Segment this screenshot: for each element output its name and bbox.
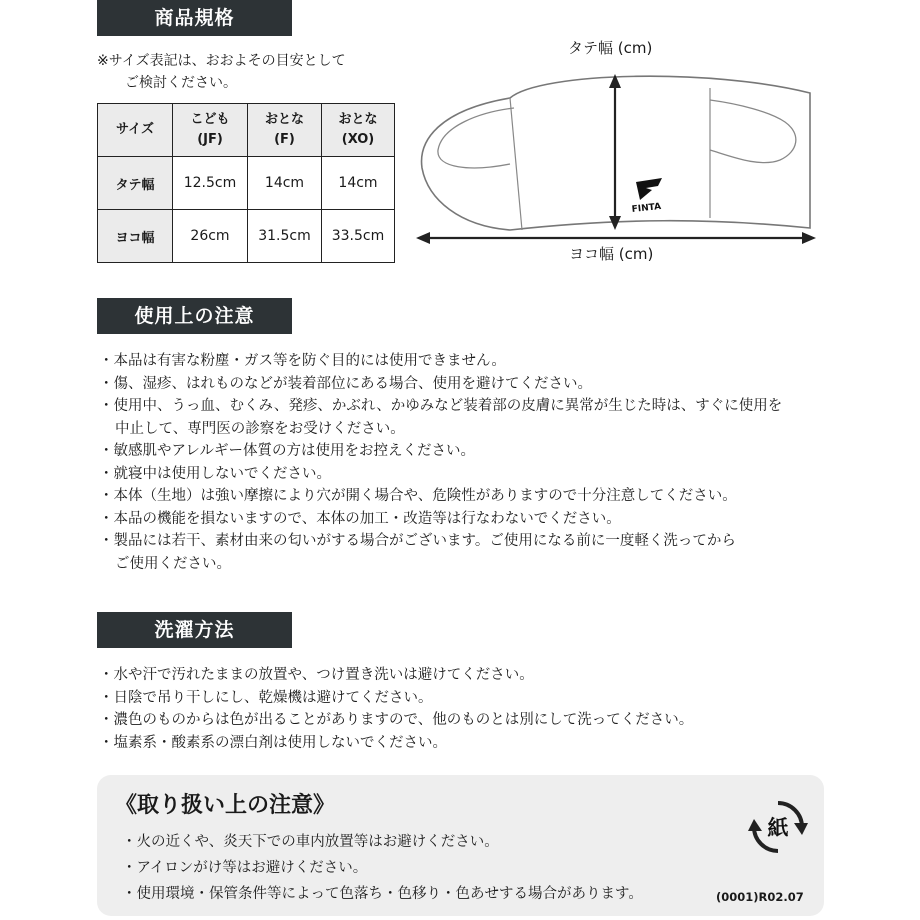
height-arrow-bottom xyxy=(609,216,621,230)
usage-list xyxy=(99,350,782,575)
handling-item: ・使用環境・保管条件等によって色落ち・色移り・色あせする場合があります。 xyxy=(122,886,643,902)
height-jf: 12.5cm xyxy=(173,157,248,210)
size-col-f-line2: (F) xyxy=(274,132,295,147)
usage-item xyxy=(99,373,782,396)
usage-item-continuation: 中止して、専門医の診察をお受けください。 xyxy=(115,420,405,437)
size-table-row-width xyxy=(98,210,395,263)
product-code: (0001)R02.07 xyxy=(716,890,804,904)
usage-item xyxy=(99,463,782,486)
wash-heading: 洗濯方法 xyxy=(97,612,292,648)
size-col-jf xyxy=(173,104,248,157)
width-arrow-right xyxy=(802,232,816,244)
usage-item xyxy=(99,440,782,463)
size-col-f-line1: おとな xyxy=(264,112,304,127)
handling-item: ・火の近くや、炎天下での車内放置等はお避けください。 xyxy=(122,834,499,850)
recycle-arrow-bottom xyxy=(748,819,762,831)
size-note-line2: ご検討ください。 xyxy=(125,75,237,91)
wash-item: ・濃色のものからは色が出ることがありますので、他のものとは別にして洗ってください。 xyxy=(99,712,694,728)
usage-item-text: ・敏感肌やアレルギー体質の方は使用をお控えください。 xyxy=(99,443,476,459)
size-col-jf-line2: (JF) xyxy=(197,132,223,147)
wash-item: ・水や汗で汚れたままの放置や、つけ置き洗いは避けてください。 xyxy=(99,667,534,683)
height-f: 14cm xyxy=(248,157,322,210)
size-col-jf-line1: こども xyxy=(190,112,230,127)
wash-list xyxy=(99,664,693,754)
spec-heading: 商品規格 xyxy=(97,0,292,36)
size-col-f xyxy=(248,104,322,157)
wash-item: ・塩素系・酸素系の漂白剤は使用しないでください。 xyxy=(99,734,447,751)
height-xo: 14cm xyxy=(322,157,395,210)
width-jf: 26cm xyxy=(173,210,248,263)
width-xo: 33.5cm xyxy=(322,210,395,263)
handling-item: ・アイロンがけ等はお避けください。 xyxy=(122,860,368,876)
usage-item-text: ・本体（生地）は強い摩擦により穴が開く場合や、危険性がありますので十分注意してください。 xyxy=(99,488,737,504)
width-arrow-left xyxy=(416,232,430,244)
row-label-height: タテ幅 xyxy=(98,157,173,210)
mask-diagram xyxy=(410,60,830,270)
size-table-corner: サイズ xyxy=(98,104,173,157)
recycle-mark-label: 紙 xyxy=(767,816,789,840)
row-label-width: ヨコ幅 xyxy=(98,210,173,263)
usage-item xyxy=(99,508,782,531)
usage-heading: 使用上の注意 xyxy=(97,298,292,334)
usage-item-text: ・本品の機能を損ないますので、本体の加工・改造等は行なわないでください。 xyxy=(99,510,621,527)
handling-list xyxy=(122,829,643,907)
usage-item-text: ・本品は有害な粉塵・ガス等を防ぐ目的には使用できません。 xyxy=(99,353,506,369)
size-table-row-height xyxy=(98,157,395,210)
paper-recycle-icon xyxy=(748,797,808,857)
usage-item-text: ・製品には若干、素材由来の匂いがする場合がございます。ご使用になる前に一度軽く洗ってから xyxy=(99,533,736,549)
width-dimension-label: ヨコ幅 (cm) xyxy=(569,245,654,263)
size-col-xo-line2: (XO) xyxy=(341,132,375,147)
wash-item: ・日陰で吊り干しにし、乾燥機は避けてください。 xyxy=(99,689,433,706)
usage-item-continuation: ご使用ください。 xyxy=(115,555,231,572)
usage-item xyxy=(99,395,782,440)
usage-item-text: ・就寝中は使用しないでください。 xyxy=(99,465,331,482)
usage-item-text: ・傷、湿疹、はれものなどが装着部位にある場合、使用を避けてください。 xyxy=(99,375,592,392)
width-f: 31.5cm xyxy=(248,210,322,263)
usage-item-text: ・使用中、うっ血、むくみ、発疹、かぶれ、かゆみなど装着部の皮膚に異常が生じた時は、すぐに使用を xyxy=(99,398,783,414)
handling-heading: 《取り扱い上の注意》 xyxy=(115,793,336,818)
size-col-xo-line1: おとな xyxy=(338,112,378,127)
size-note-line1: ※サイズ表記は、おおよその目安として xyxy=(97,53,346,69)
recycle-arrow-top xyxy=(794,823,808,835)
usage-item xyxy=(99,530,782,575)
size-col-xo xyxy=(322,104,395,157)
finta-logo-text: FINTA xyxy=(631,201,662,215)
usage-item xyxy=(99,350,782,373)
size-table-header-row xyxy=(98,104,395,157)
height-dimension-label: タテ幅 (cm) xyxy=(568,39,653,57)
usage-item xyxy=(99,485,782,508)
size-table xyxy=(97,103,395,263)
size-note xyxy=(97,50,346,94)
